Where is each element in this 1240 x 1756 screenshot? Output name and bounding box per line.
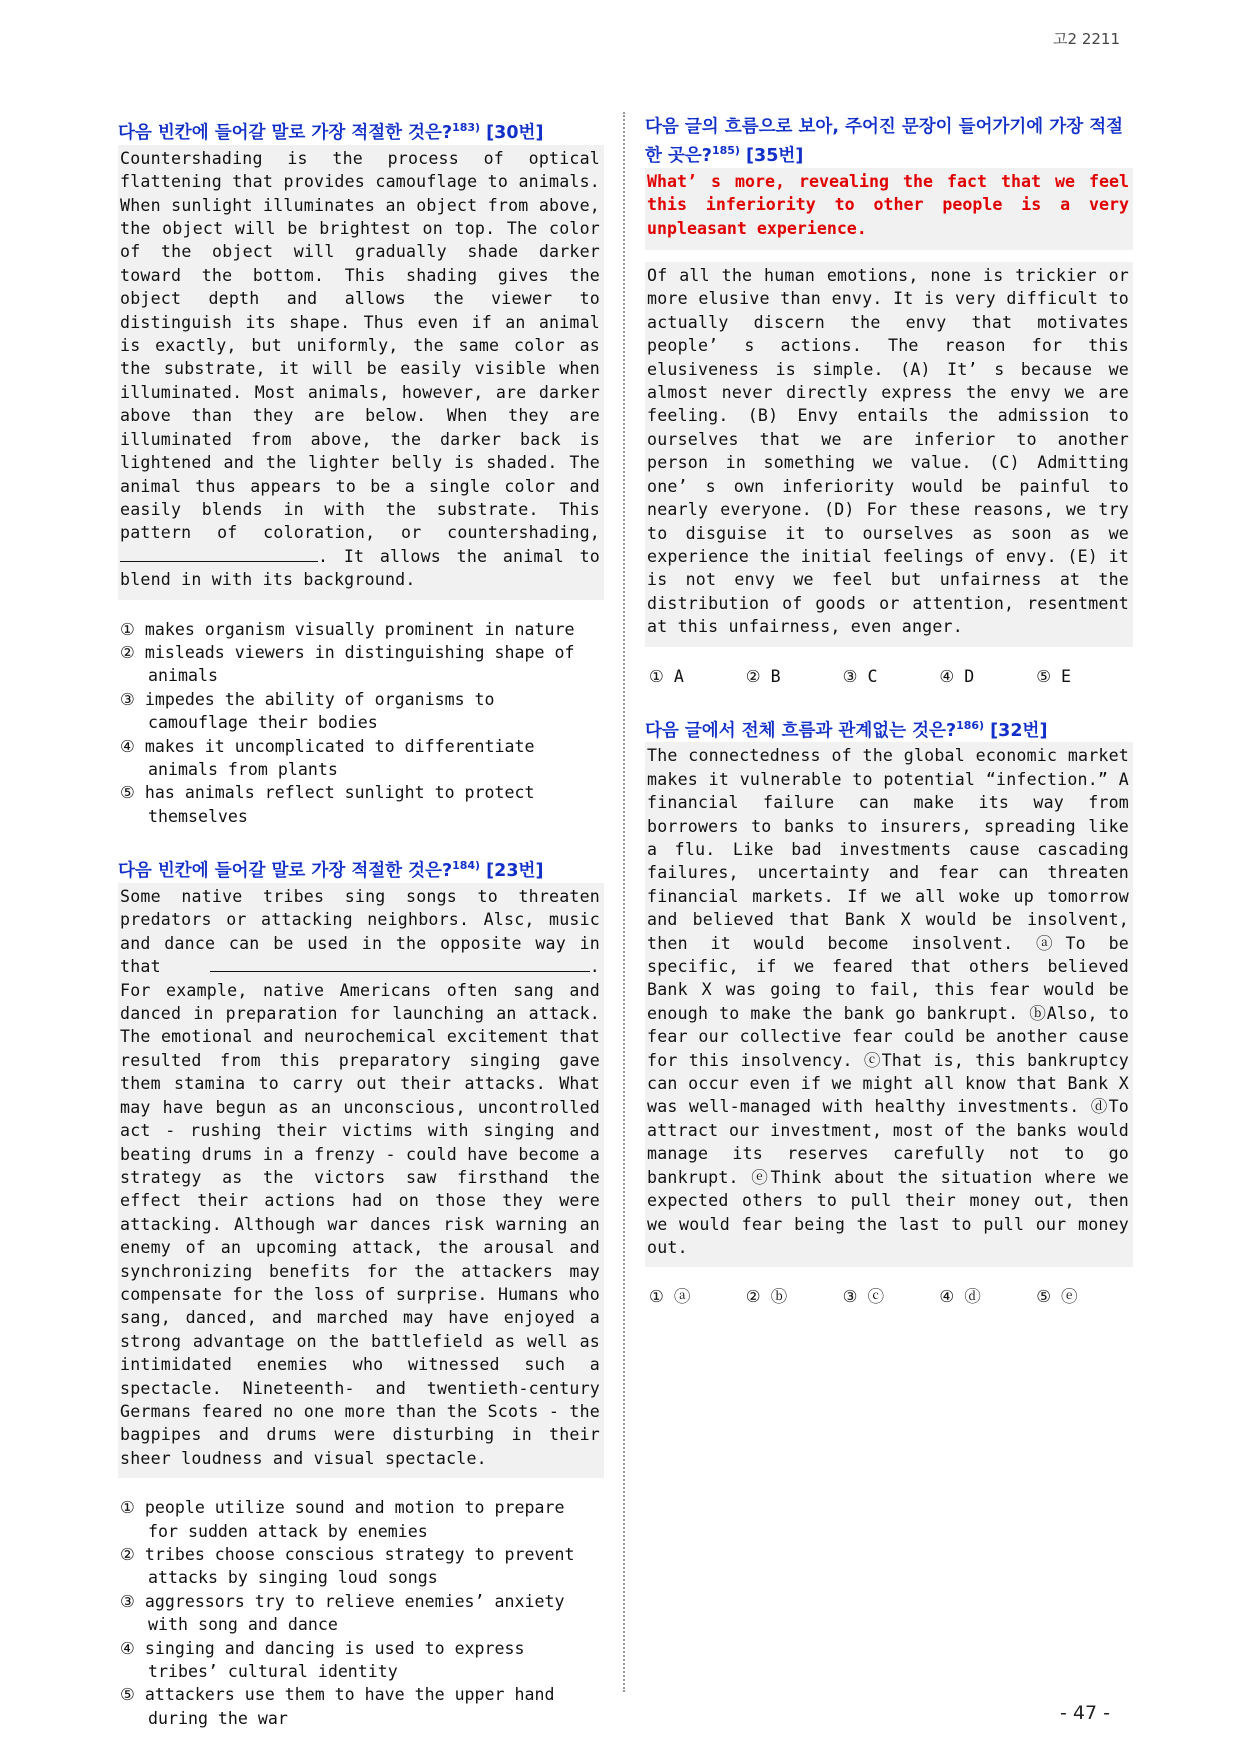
option-2[interactable]: ② tribes choose conscious strategy to prevent attacks by singing loud songs: [120, 1545, 575, 1588]
question-186-options: [649, 1285, 1133, 1308]
question-183-title: 다음 빈칸에 들어갈 말로 가장 적절한 것은?$^{183)}$ [30번]: [118, 121, 544, 143]
footnote-number: 183): [452, 121, 481, 134]
option-2[interactable]: ② B: [745, 666, 781, 686]
given-sentence: What’ s more, revealing the fact that we feel this inferiority to other people is a very unpleasant experience.: [645, 168, 1133, 250]
footnote-number: 185): [711, 144, 740, 157]
answer-blank: [210, 957, 590, 972]
question-186: [645, 714, 1133, 1309]
answer-blank: [120, 547, 318, 562]
option-1[interactable]: ① makes organism visually prominent in nature: [120, 619, 575, 639]
question-184-title: 다음 빈칸에 들어갈 말로 가장 적절한 것은?$^{184)}$ [23번]: [118, 859, 544, 882]
option-5[interactable]: ⑤ attackers use them to have the upper hand during the war: [120, 1685, 555, 1728]
question-185-passage: Of all the human emotions, none is trickier or more elusive than envy. It is very difficult to actually discern the envy that motivates people’ s actions. The reason for this elusiveness is simple. (A) It’ s because we almost never directly express the envy we are feeling. (B) Envy entails the admission to ourselves that we are inferior to another person in something we value. (C) Admitting one’ s own inferiority would be painful to nearly everyone. (D) For these reasons, we try to disguise it to ourselves as soon as we experience the initial feelings of envy. (E) it is not envy we feel but unfairness at the distribution of goods or attention, resentment at this unfairness, even anger.: [645, 262, 1133, 647]
option-1[interactable]: ① ⓐ: [649, 1287, 691, 1307]
footnote-number: 184): [452, 859, 481, 873]
option-4[interactable]: ④ D: [939, 666, 975, 686]
option-4[interactable]: ④ makes it uncomplicated to differentiate animals from plants: [120, 736, 535, 779]
option-1[interactable]: ① A: [649, 666, 684, 686]
left-column: [118, 116, 604, 1756]
question-184-passage: Some native tribes sing songs to threaten predators or attacking neighbors. Alsc, music and dance can be used in the opposite way in that . For example, native Americans often sang and danced in preparation for launching an attack. The emotional and neurochemical excitement that resulted from this preparatory singing gave them stamina to carry out their attacks. What may have begun as an unconscious, uncontrolled act - rushing their victims with singing and beating drums in a frenzy - could have become a strategy as the victors saw firsthand the effect their actions had on those they were attacking. Although war dances risk warning an enemy of an upcoming attack, the arousal and synchronizing benefits for the attackers may compensate for the loss of surprise. Humans who sang, danced, and marched may have enjoyed a strong advantage on the battlefield as well as intimidated enemies who witnessed such a spectacle. Nineteenth- and twentieth-century Germans feared no one more than the Scots - the bagpipes and drums were disturbing in their sheer loudness and visual spectacle.: [118, 883, 604, 1478]
question-183: [118, 116, 604, 828]
option-3[interactable]: ③ impedes the ability of organisms to camouflage their bodies: [120, 689, 495, 733]
question-184-options: [118, 1496, 604, 1730]
option-2[interactable]: ② misleads viewers in distinguishing shape of animals: [120, 642, 575, 686]
question-185-title: 다음 글의 흐름으로 보아, 주어진 문장이 들어가기에 가장 적절한 곳은?$^{185)}$ [35번]: [645, 117, 1124, 166]
question-184: [118, 854, 604, 1730]
question-185-options: [649, 665, 1133, 688]
option-5[interactable]: ⑤ ⓔ: [1036, 1287, 1078, 1307]
question-183-options: [118, 618, 604, 829]
column-divider: [623, 112, 625, 1692]
option-3[interactable]: ③ aggressors try to relieve enemies’ anxiety with song and dance: [120, 1591, 565, 1635]
right-column: [645, 116, 1133, 1334]
footnote-number: 186): [956, 718, 985, 732]
option-3[interactable]: ③ C: [842, 666, 878, 686]
question-183-passage: Countershading is the process of optical flattening that provides camouflage to animals. When sunlight illuminates an object from above, the object will be brightest on top. The color of the object will gradually shade darker toward the bottom. This shading gives the object depth and allows the viewer to distinguish its shape. Thus even if an animal is exactly, but uniformly, the same color as the substrate, it will be easily visible when illuminated. Most animals, however, are darker above than they are below. When they are illuminated from above, the darker back is lightened and the lighter belly is shaded. The animal thus appears to be a single color and easily blends in with the substrate. This pattern of coloration, or countershading, . It allows the animal to blend in with its background.: [118, 145, 604, 600]
option-5[interactable]: ⑤ has animals reflect sunlight to protect themselves: [120, 783, 535, 826]
option-4[interactable]: ④ singing and dancing is used to express tribes’ cultural identity: [120, 1638, 525, 1682]
option-3[interactable]: ③ ⓒ: [842, 1287, 885, 1307]
page-code: 고2 2211: [1053, 30, 1120, 48]
question-186-title: 다음 글에서 전체 흐름과 관계없는 것은?$^{186)}$ [32번]: [645, 718, 1048, 741]
option-5[interactable]: ⑤ E: [1036, 666, 1072, 686]
option-2[interactable]: ② ⓑ: [745, 1287, 788, 1307]
page-number: - 47 -: [1060, 1702, 1110, 1724]
question-186-passage: The connectedness of the global economic market makes it vulnerable to potential “infection.” A financial failure can make its way from borrowers to banks to insurers, spreading like a flu. Like bad investments cause cascading failures, uncertainty and fear can threaten financial markets. If we all woke up tomorrow and believed that Bank X would be insolvent, then it would become insolvent. ⓐTo be specific, if we feared that others believed Bank X was going to fail, this fear would be enough to make the bank go bankrupt. ⓑAlso, to fear our collective fear could be another cause for this insolvency. ⓒThat is, this bankruptcy can occur even if we might all know that Bank X was well-managed with healthy investments. ⓓTo attract our investment, most of the banks would manage its reserves carefully not to go bankrupt. ⓔThink about the situation where we expected others to pull their money out, then we would fear being the last to pull our money out.: [645, 742, 1133, 1267]
option-1[interactable]: ① people utilize sound and motion to prepare for sudden attack by enemies: [120, 1498, 565, 1541]
option-4[interactable]: ④ ⓓ: [939, 1287, 981, 1307]
question-185: [645, 116, 1133, 688]
